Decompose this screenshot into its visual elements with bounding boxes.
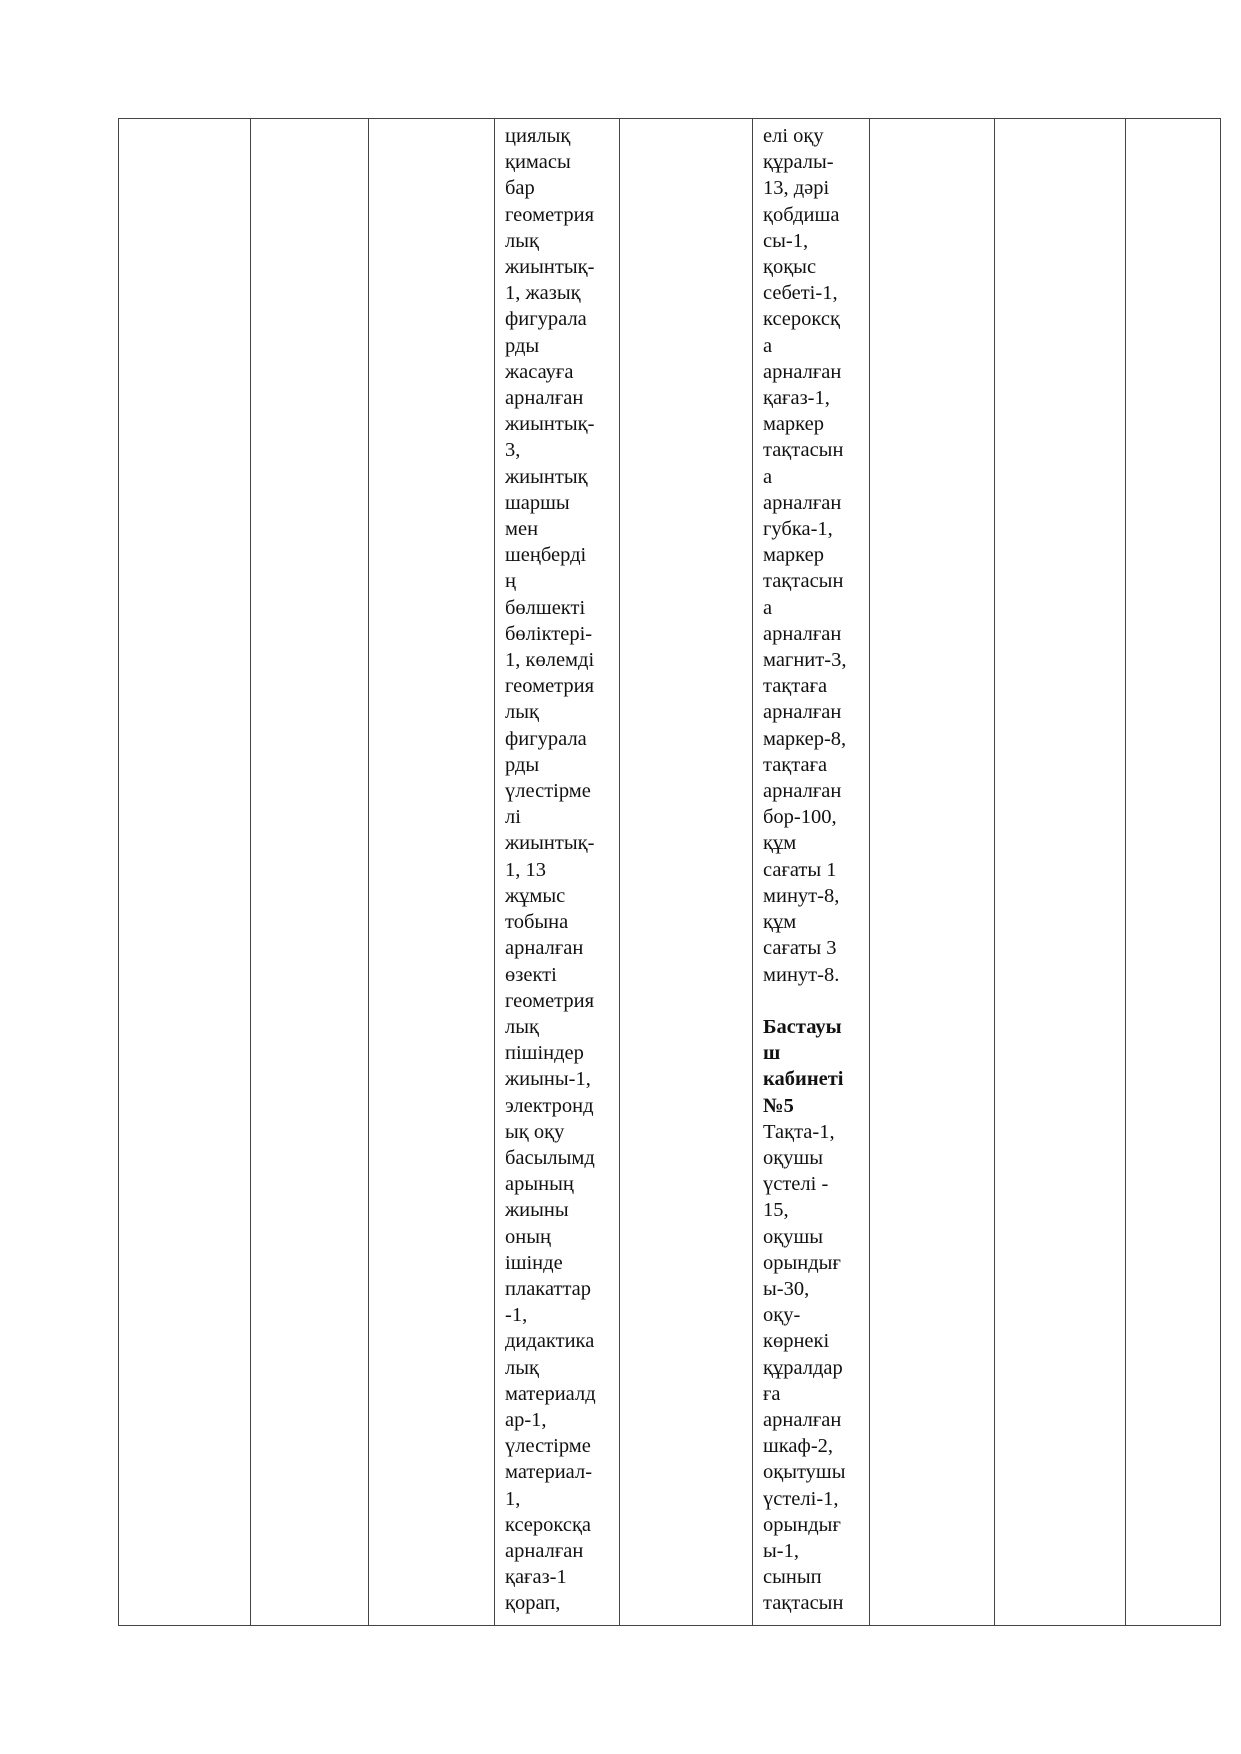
text-line: геометрия (505, 203, 595, 226)
text-line: жасауға (505, 360, 574, 383)
text-line: 1, жазық (505, 282, 581, 305)
text-line: оқытушы (763, 1461, 846, 1484)
text-line: мен (505, 518, 539, 541)
text-line: ң (505, 570, 516, 593)
text-line: тобына (505, 911, 569, 934)
text-line: 1, 13 (505, 858, 546, 881)
text-line: материал- (505, 1461, 593, 1484)
text-line: арналған (763, 1408, 842, 1431)
text-line: жиынтық (505, 465, 588, 488)
text-line: губка-1, (763, 518, 833, 541)
text-line: 1, (505, 1487, 521, 1510)
text-line: лық (505, 1356, 539, 1379)
text-line: үлестірме (505, 780, 591, 803)
text-line: оқушы (763, 1146, 824, 1169)
text-line: жиыны-1, (505, 1068, 591, 1091)
text-line: сы-1, (763, 229, 809, 252)
text-line: ш (763, 1042, 781, 1065)
text-line: басылымд (505, 1146, 595, 1169)
document-table (118, 118, 1221, 1626)
text-line: көрнекі (763, 1330, 830, 1353)
text-line: қағаз-1, (763, 387, 830, 410)
text-line: үстелі-1, (763, 1487, 839, 1510)
text-line: циялық (505, 125, 571, 147)
text-line: арналған (763, 360, 842, 383)
text-line: пішіндер (505, 1042, 584, 1065)
text-line: арналған (763, 491, 842, 514)
text-line: арналған (763, 622, 842, 645)
text-line: ксероксқа (505, 1513, 592, 1536)
text-line: орындығ (763, 1513, 841, 1536)
text-line: дидактика (505, 1330, 595, 1353)
text-line: тақтаға (763, 753, 828, 776)
text-line: 1, көлемді (505, 649, 595, 672)
text-line: құм (763, 911, 797, 934)
text-line: жиыны (505, 1199, 569, 1222)
text-line: -1, (505, 1304, 528, 1327)
text-line: маркер (763, 413, 824, 436)
table-cell-col6 (753, 119, 870, 1626)
text-line: үстелі - (763, 1173, 829, 1196)
text-line: рды (505, 334, 540, 357)
text-line: арналған (763, 701, 842, 724)
text-line: құралы- (763, 151, 834, 174)
text-line: өзекті (505, 963, 557, 986)
text-line: плакаттар (505, 1277, 592, 1300)
text-line: кабинеті (763, 1068, 844, 1091)
table-cell-col1 (119, 119, 251, 1626)
text-line: фигурала (505, 308, 587, 331)
table-cell-col3 (369, 119, 495, 1626)
text-line: қорап, (505, 1592, 561, 1615)
text-line: бар (505, 177, 535, 200)
text-line: 3, (505, 439, 521, 462)
text-line: Бастауы (763, 1015, 842, 1038)
text-line: Тақта-1, (763, 1120, 835, 1143)
text-line: а (763, 334, 773, 357)
text-line: 15, (763, 1199, 789, 1222)
text-line: бөлшекті (505, 596, 586, 619)
text-line: тақтасын (763, 1592, 844, 1615)
text-line: жиынтық- (505, 256, 595, 279)
text-line: сағаты 1 (763, 858, 837, 881)
text-line: ық оқу (505, 1120, 565, 1143)
text-line: маркер (763, 544, 824, 567)
text-line: арналған (505, 937, 584, 960)
text-line: қоқыс (763, 256, 817, 279)
text-line: а (763, 596, 773, 619)
text-line: магнит-3, (763, 649, 847, 672)
table-cell-col5 (620, 119, 753, 1626)
text-line: ксероксқ (763, 308, 840, 331)
text-line: арналған (763, 780, 842, 803)
text-line: ы-30, (763, 1277, 810, 1300)
text-line: қағаз-1 (505, 1566, 567, 1589)
text-line: 13, дәрі (763, 177, 830, 200)
text-line: үлестірме (505, 1435, 591, 1458)
text-line: шеңберді (505, 544, 587, 567)
text-line: оның (505, 1225, 551, 1248)
text-line: №5 (763, 1094, 794, 1117)
table-cell-col9 (1126, 119, 1221, 1626)
table-cell-col7 (870, 119, 995, 1626)
text-line: жиынтық- (505, 832, 595, 855)
text-line: қимасы (505, 151, 571, 174)
text-line: минут-8, (763, 884, 840, 907)
text-line: ы-1, (763, 1539, 799, 1562)
text-line: тақтасын (763, 439, 844, 462)
table-cell-col8 (995, 119, 1126, 1626)
text-line: арының (505, 1173, 574, 1196)
table-cell-col2 (251, 119, 369, 1626)
text-line: ар-1, (505, 1408, 547, 1431)
text-line: маркер-8, (763, 727, 847, 750)
text-line: электронд (505, 1094, 594, 1117)
text-line: шаршы (505, 491, 570, 514)
text-line: тақтаға (763, 675, 828, 698)
text-line: қобдиша (763, 203, 840, 226)
text-line: геометрия (505, 989, 595, 1012)
text-line: себеті-1, (763, 282, 838, 305)
text-line: лық (505, 701, 539, 724)
text-line: тақтасын (763, 570, 844, 593)
text-line: лық (505, 1015, 539, 1038)
text-line: сағаты 3 (763, 937, 837, 960)
text-line: құм (763, 832, 797, 855)
equipment-list-text (495, 119, 619, 1617)
text-line: оқушы (763, 1225, 824, 1248)
text-line: шкаф-2, (763, 1435, 834, 1458)
text-line: елі оқу (763, 125, 824, 147)
text-line: минут-8. (763, 963, 840, 986)
text-line: жұмыс (505, 884, 566, 907)
text-line: фигурала (505, 727, 587, 750)
text-line: рды (505, 753, 540, 776)
text-line: сынып (763, 1566, 822, 1589)
text-line: материалд (505, 1382, 596, 1405)
text-line: оқу- (763, 1304, 801, 1327)
text-line: бөліктері- (505, 622, 593, 645)
text-line: ға (763, 1382, 781, 1405)
classroom-equipment-text (753, 119, 869, 1617)
text-line: бор-100, (763, 806, 837, 829)
text-line: а (763, 465, 773, 488)
text-line: ішінде (505, 1251, 563, 1274)
text-line: құралдар (763, 1356, 843, 1379)
text-line: лық (505, 229, 539, 252)
text-line: арналған (505, 387, 584, 410)
text-line: арналған (505, 1539, 584, 1562)
table-cell-col4 (495, 119, 620, 1626)
text-line: орындығ (763, 1251, 841, 1274)
table-row (119, 119, 1221, 1626)
text-line: лі (505, 806, 521, 829)
paragraph-gap (763, 988, 859, 1014)
text-line: жиынтық- (505, 413, 595, 436)
text-line: геометрия (505, 675, 595, 698)
